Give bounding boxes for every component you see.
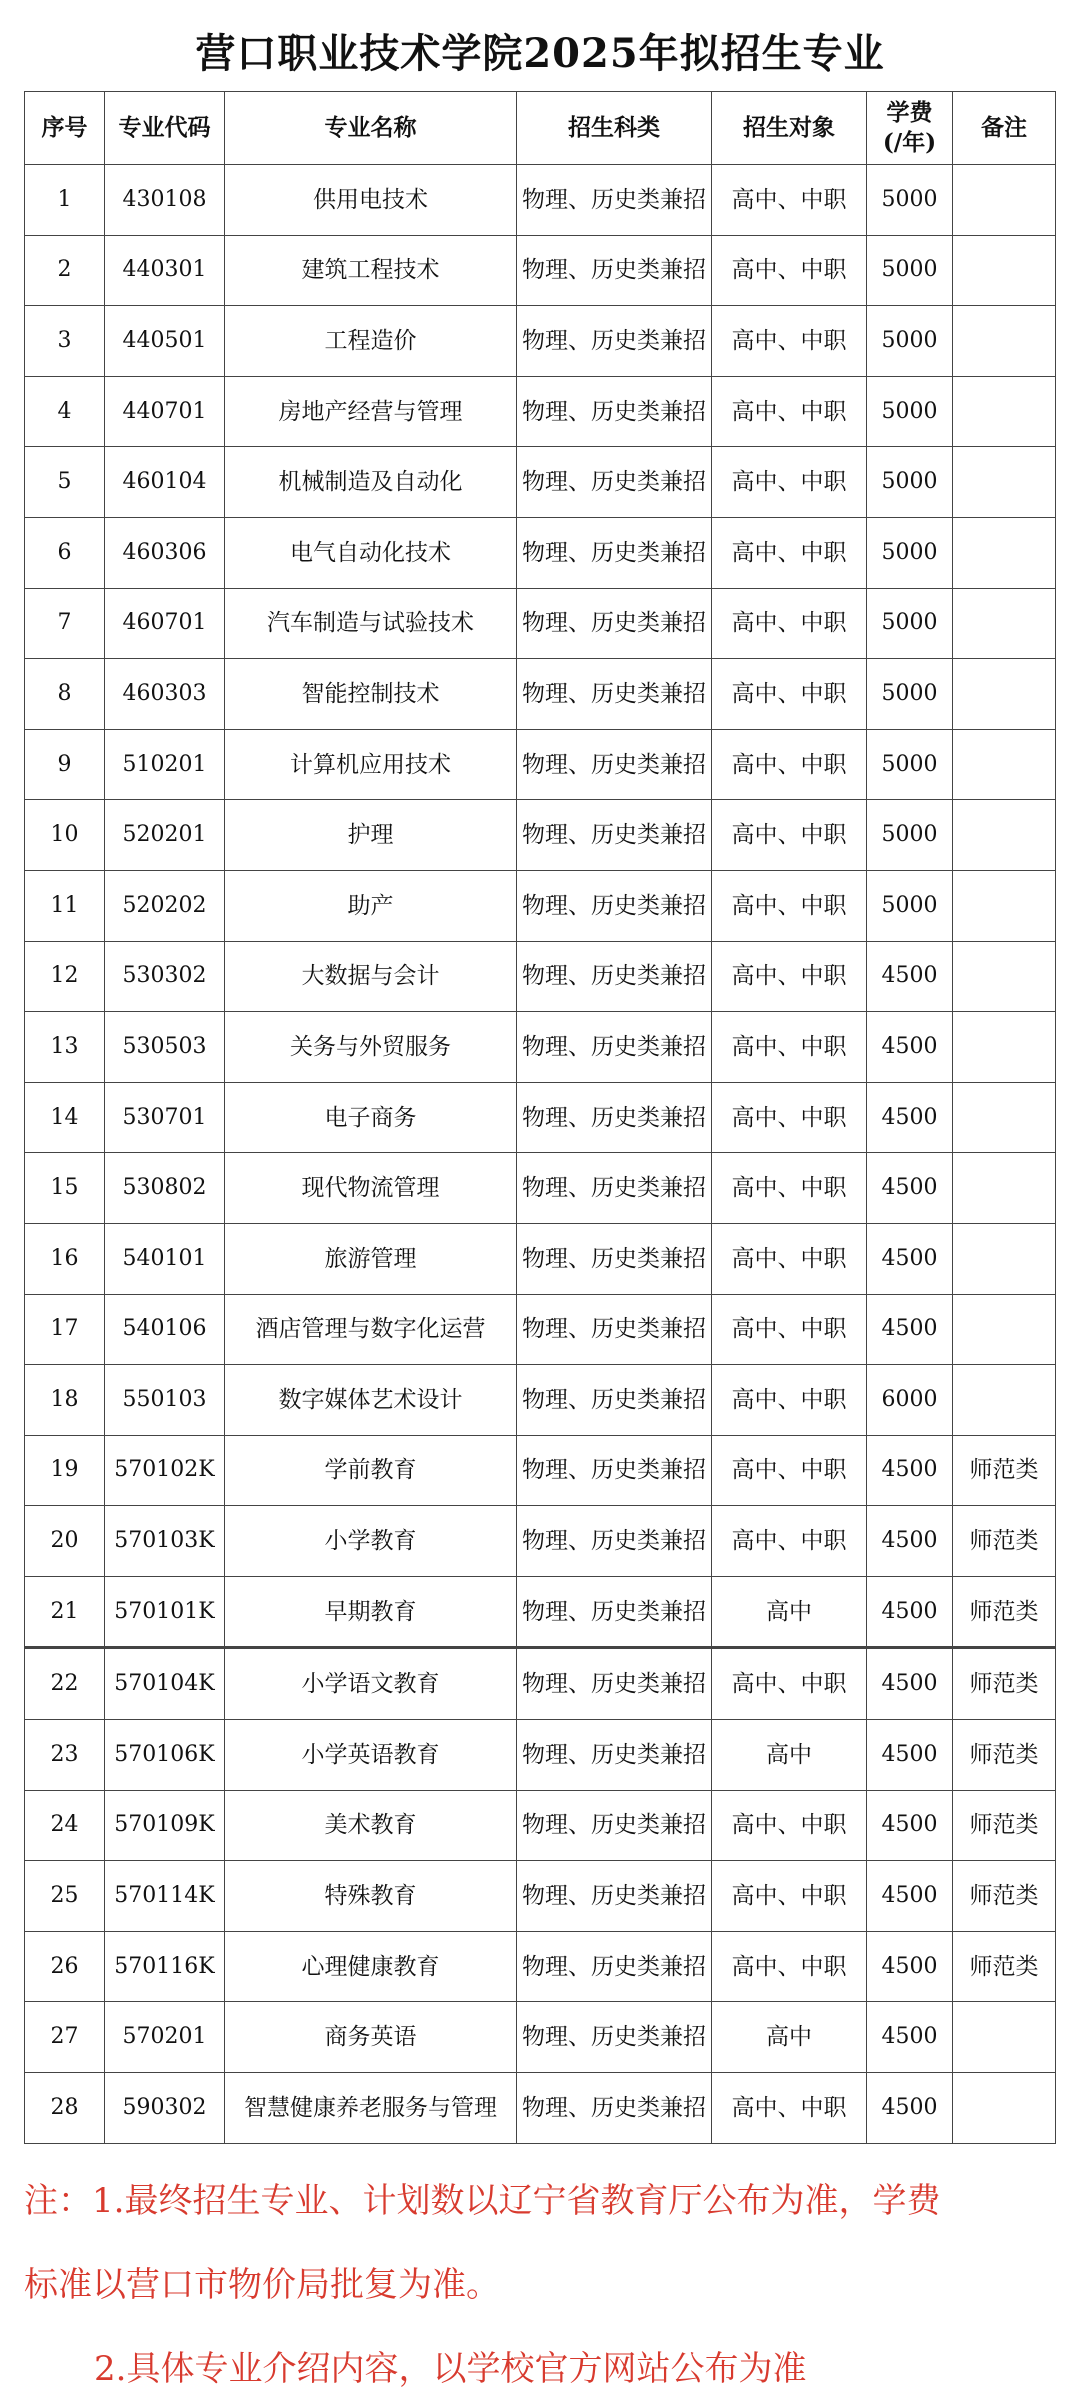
cell-target: 高中、中职 bbox=[712, 517, 867, 588]
cell-name: 心理健康教育 bbox=[225, 1931, 517, 2002]
cell-target: 高中 bbox=[712, 1720, 867, 1791]
cell-note bbox=[953, 2073, 1056, 2144]
cell-fee: 4500 bbox=[867, 941, 953, 1012]
cell-name: 助产 bbox=[225, 870, 517, 941]
cell-target: 高中、中职 bbox=[712, 2073, 867, 2144]
cell-fee: 4500 bbox=[867, 1435, 953, 1506]
cell-subject: 物理、历史类兼招 bbox=[517, 1931, 712, 2002]
header-fee-line1: 学费 bbox=[886, 99, 933, 126]
cell-name: 建筑工程技术 bbox=[225, 235, 517, 306]
cell-code: 540106 bbox=[105, 1294, 225, 1365]
cell-subject: 物理、历史类兼招 bbox=[517, 1294, 712, 1365]
table-row bbox=[25, 165, 1056, 236]
table-row bbox=[25, 1931, 1056, 2002]
cell-note bbox=[953, 588, 1056, 659]
cell-code: 430108 bbox=[105, 165, 225, 236]
cell-name: 工程造价 bbox=[225, 306, 517, 377]
cell-note bbox=[953, 1082, 1056, 1153]
header-target: 招生对象 bbox=[712, 92, 867, 165]
cell-note bbox=[953, 235, 1056, 306]
cell-code: 540101 bbox=[105, 1223, 225, 1294]
header-fee-line2: (/年) bbox=[882, 129, 937, 156]
table-row bbox=[25, 588, 1056, 659]
cell-code: 460303 bbox=[105, 659, 225, 730]
cell-fee: 4500 bbox=[867, 1861, 953, 1932]
table-body bbox=[25, 165, 1056, 2144]
cell-note bbox=[953, 1223, 1056, 1294]
table-row bbox=[25, 1082, 1056, 1153]
cell-no: 28 bbox=[25, 2073, 105, 2144]
cell-target: 高中、中职 bbox=[712, 1648, 867, 1720]
cell-name: 房地产经营与管理 bbox=[225, 376, 517, 447]
cell-subject: 物理、历史类兼招 bbox=[517, 1506, 712, 1577]
cell-name: 旅游管理 bbox=[225, 1223, 517, 1294]
table-row bbox=[25, 659, 1056, 730]
cell-subject: 物理、历史类兼招 bbox=[517, 165, 712, 236]
cell-fee: 4500 bbox=[867, 1294, 953, 1365]
majors-table-container bbox=[24, 91, 1056, 2144]
cell-target: 高中、中职 bbox=[712, 1365, 867, 1436]
cell-subject: 物理、历史类兼招 bbox=[517, 1790, 712, 1861]
cell-fee: 5000 bbox=[867, 517, 953, 588]
cell-target: 高中、中职 bbox=[712, 1861, 867, 1932]
cell-target: 高中、中职 bbox=[712, 800, 867, 871]
cell-fee: 4500 bbox=[867, 1153, 953, 1224]
cell-name: 护理 bbox=[225, 800, 517, 871]
cell-code: 440701 bbox=[105, 376, 225, 447]
cell-no: 8 bbox=[25, 659, 105, 730]
cell-no: 4 bbox=[25, 376, 105, 447]
cell-subject: 物理、历史类兼招 bbox=[517, 659, 712, 730]
cell-target: 高中、中职 bbox=[712, 659, 867, 730]
cell-note bbox=[953, 2002, 1056, 2073]
cell-name: 数字媒体艺术设计 bbox=[225, 1365, 517, 1436]
cell-fee: 5000 bbox=[867, 588, 953, 659]
table-row bbox=[25, 729, 1056, 800]
table-row bbox=[25, 376, 1056, 447]
cell-target: 高中、中职 bbox=[712, 165, 867, 236]
cell-name: 小学英语教育 bbox=[225, 1720, 517, 1791]
cell-name: 机械制造及自动化 bbox=[225, 447, 517, 518]
cell-no: 15 bbox=[25, 1153, 105, 1224]
header-name: 专业名称 bbox=[225, 92, 517, 165]
cell-note bbox=[953, 1153, 1056, 1224]
cell-no: 26 bbox=[25, 1931, 105, 2002]
cell-note bbox=[953, 659, 1056, 730]
cell-no: 10 bbox=[25, 800, 105, 871]
cell-fee: 6000 bbox=[867, 1365, 953, 1436]
table-row bbox=[25, 1223, 1056, 1294]
cell-name: 关务与外贸服务 bbox=[225, 1012, 517, 1083]
cell-code: 520202 bbox=[105, 870, 225, 941]
cell-no: 11 bbox=[25, 870, 105, 941]
cell-no: 23 bbox=[25, 1720, 105, 1791]
cell-fee: 4500 bbox=[867, 1648, 953, 1720]
cell-no: 18 bbox=[25, 1365, 105, 1436]
cell-note bbox=[953, 1365, 1056, 1436]
cell-fee: 5000 bbox=[867, 659, 953, 730]
cell-fee: 5000 bbox=[867, 165, 953, 236]
cell-fee: 5000 bbox=[867, 800, 953, 871]
note-line-1: 注：1.最终招生专业、计划数以辽宁省教育厅公布为准，学费 bbox=[24, 2181, 941, 2221]
cell-no: 19 bbox=[25, 1435, 105, 1506]
cell-name: 计算机应用技术 bbox=[225, 729, 517, 800]
cell-fee: 5000 bbox=[867, 376, 953, 447]
header-note: 备注 bbox=[953, 92, 1056, 165]
cell-no: 14 bbox=[25, 1082, 105, 1153]
cell-target: 高中、中职 bbox=[712, 1294, 867, 1365]
cell-code: 570102K bbox=[105, 1435, 225, 1506]
cell-fee: 5000 bbox=[867, 870, 953, 941]
cell-subject: 物理、历史类兼招 bbox=[517, 447, 712, 518]
note-line-2: 标准以营口市物价局批复为准。 bbox=[24, 2265, 500, 2305]
cell-target: 高中 bbox=[712, 1576, 867, 1648]
table-row bbox=[25, 1435, 1056, 1506]
cell-subject: 物理、历史类兼招 bbox=[517, 2002, 712, 2073]
cell-note bbox=[953, 800, 1056, 871]
cell-no: 17 bbox=[25, 1294, 105, 1365]
cell-name: 电子商务 bbox=[225, 1082, 517, 1153]
table-row bbox=[25, 1648, 1056, 1720]
cell-name: 小学语文教育 bbox=[225, 1648, 517, 1720]
cell-fee: 4500 bbox=[867, 1576, 953, 1648]
table-row bbox=[25, 800, 1056, 871]
cell-code: 530701 bbox=[105, 1082, 225, 1153]
cell-code: 550103 bbox=[105, 1365, 225, 1436]
cell-code: 510201 bbox=[105, 729, 225, 800]
cell-note: 师范类 bbox=[953, 1506, 1056, 1577]
cell-code: 440501 bbox=[105, 306, 225, 377]
cell-fee: 4500 bbox=[867, 1720, 953, 1791]
cell-no: 21 bbox=[25, 1576, 105, 1648]
cell-code: 570109K bbox=[105, 1790, 225, 1861]
cell-target: 高中、中职 bbox=[712, 1153, 867, 1224]
cell-no: 24 bbox=[25, 1790, 105, 1861]
table-row bbox=[25, 1861, 1056, 1932]
cell-subject: 物理、历史类兼招 bbox=[517, 2073, 712, 2144]
cell-subject: 物理、历史类兼招 bbox=[517, 306, 712, 377]
cell-code: 570114K bbox=[105, 1861, 225, 1932]
cell-name: 汽车制造与试验技术 bbox=[225, 588, 517, 659]
table-row bbox=[25, 1790, 1056, 1861]
cell-code: 520201 bbox=[105, 800, 225, 871]
cell-fee: 4500 bbox=[867, 1506, 953, 1577]
cell-no: 16 bbox=[25, 1223, 105, 1294]
cell-subject: 物理、历史类兼招 bbox=[517, 1435, 712, 1506]
cell-code: 530503 bbox=[105, 1012, 225, 1083]
cell-fee: 4500 bbox=[867, 1012, 953, 1083]
cell-code: 530802 bbox=[105, 1153, 225, 1224]
cell-no: 3 bbox=[25, 306, 105, 377]
cell-code: 570201 bbox=[105, 2002, 225, 2073]
cell-note bbox=[953, 1294, 1056, 1365]
cell-target: 高中、中职 bbox=[712, 235, 867, 306]
header-code: 专业代码 bbox=[105, 92, 225, 165]
cell-no: 6 bbox=[25, 517, 105, 588]
table-row bbox=[25, 1365, 1056, 1436]
cell-target: 高中、中职 bbox=[712, 376, 867, 447]
cell-note: 师范类 bbox=[953, 1720, 1056, 1791]
cell-name: 美术教育 bbox=[225, 1790, 517, 1861]
cell-fee: 4500 bbox=[867, 2073, 953, 2144]
cell-fee: 4500 bbox=[867, 1790, 953, 1861]
cell-note bbox=[953, 941, 1056, 1012]
table-header-row bbox=[25, 92, 1056, 165]
cell-note bbox=[953, 306, 1056, 377]
cell-target: 高中、中职 bbox=[712, 1435, 867, 1506]
table-row bbox=[25, 517, 1056, 588]
cell-target: 高中、中职 bbox=[712, 306, 867, 377]
cell-fee: 5000 bbox=[867, 235, 953, 306]
cell-target: 高中、中职 bbox=[712, 729, 867, 800]
cell-code: 570101K bbox=[105, 1576, 225, 1648]
cell-fee: 5000 bbox=[867, 729, 953, 800]
cell-no: 5 bbox=[25, 447, 105, 518]
cell-code: 570116K bbox=[105, 1931, 225, 2002]
cell-note: 师范类 bbox=[953, 1861, 1056, 1932]
cell-no: 2 bbox=[25, 235, 105, 306]
cell-target: 高中、中职 bbox=[712, 1082, 867, 1153]
cell-target: 高中、中职 bbox=[712, 1012, 867, 1083]
cell-subject: 物理、历史类兼招 bbox=[517, 376, 712, 447]
cell-target: 高中、中职 bbox=[712, 1931, 867, 2002]
cell-name: 学前教育 bbox=[225, 1435, 517, 1506]
cell-no: 27 bbox=[25, 2002, 105, 2073]
header-fee bbox=[867, 92, 953, 165]
cell-name: 酒店管理与数字化运营 bbox=[225, 1294, 517, 1365]
cell-name: 电气自动化技术 bbox=[225, 517, 517, 588]
cell-subject: 物理、历史类兼招 bbox=[517, 1720, 712, 1791]
cell-note bbox=[953, 376, 1056, 447]
cell-fee: 5000 bbox=[867, 306, 953, 377]
cell-no: 1 bbox=[25, 165, 105, 236]
cell-subject: 物理、历史类兼招 bbox=[517, 941, 712, 1012]
cell-fee: 5000 bbox=[867, 447, 953, 518]
cell-no: 9 bbox=[25, 729, 105, 800]
cell-subject: 物理、历史类兼招 bbox=[517, 1223, 712, 1294]
page-title: 营口职业技术学院2025年拟招生专业 bbox=[195, 30, 885, 77]
cell-subject: 物理、历史类兼招 bbox=[517, 870, 712, 941]
cell-code: 460104 bbox=[105, 447, 225, 518]
cell-name: 供用电技术 bbox=[225, 165, 517, 236]
cell-note bbox=[953, 1012, 1056, 1083]
cell-note: 师范类 bbox=[953, 1790, 1056, 1861]
cell-subject: 物理、历史类兼招 bbox=[517, 1153, 712, 1224]
cell-name: 现代物流管理 bbox=[225, 1153, 517, 1224]
cell-target: 高中、中职 bbox=[712, 870, 867, 941]
cell-note bbox=[953, 447, 1056, 518]
cell-target: 高中、中职 bbox=[712, 588, 867, 659]
cell-name: 商务英语 bbox=[225, 2002, 517, 2073]
cell-subject: 物理、历史类兼招 bbox=[517, 1861, 712, 1932]
header-subject: 招生科类 bbox=[517, 92, 712, 165]
cell-note bbox=[953, 729, 1056, 800]
cell-note: 师范类 bbox=[953, 1648, 1056, 1720]
cell-subject: 物理、历史类兼招 bbox=[517, 1365, 712, 1436]
table-row bbox=[25, 2002, 1056, 2073]
cell-code: 590302 bbox=[105, 2073, 225, 2144]
cell-subject: 物理、历史类兼招 bbox=[517, 235, 712, 306]
table-row bbox=[25, 235, 1056, 306]
cell-subject: 物理、历史类兼招 bbox=[517, 800, 712, 871]
cell-code: 570106K bbox=[105, 1720, 225, 1791]
cell-subject: 物理、历史类兼招 bbox=[517, 588, 712, 659]
table-row bbox=[25, 447, 1056, 518]
cell-target: 高中、中职 bbox=[712, 1223, 867, 1294]
cell-name: 智慧健康养老服务与管理 bbox=[225, 2073, 517, 2144]
table-row bbox=[25, 1720, 1056, 1791]
cell-code: 570103K bbox=[105, 1506, 225, 1577]
cell-no: 12 bbox=[25, 941, 105, 1012]
table-row bbox=[25, 870, 1056, 941]
cell-no: 7 bbox=[25, 588, 105, 659]
cell-subject: 物理、历史类兼招 bbox=[517, 1082, 712, 1153]
cell-fee: 4500 bbox=[867, 1223, 953, 1294]
cell-note: 师范类 bbox=[953, 1435, 1056, 1506]
cell-name: 智能控制技术 bbox=[225, 659, 517, 730]
cell-target: 高中、中职 bbox=[712, 941, 867, 1012]
cell-code: 440301 bbox=[105, 235, 225, 306]
cell-no: 25 bbox=[25, 1861, 105, 1932]
cell-fee: 4500 bbox=[867, 2002, 953, 2073]
header-no: 序号 bbox=[25, 92, 105, 165]
cell-name: 早期教育 bbox=[225, 1576, 517, 1648]
table-row bbox=[25, 2073, 1056, 2144]
cell-note: 师范类 bbox=[953, 1931, 1056, 2002]
cell-subject: 物理、历史类兼招 bbox=[517, 517, 712, 588]
cell-note: 师范类 bbox=[953, 1576, 1056, 1648]
cell-subject: 物理、历史类兼招 bbox=[517, 729, 712, 800]
table-row bbox=[25, 1012, 1056, 1083]
cell-code: 530302 bbox=[105, 941, 225, 1012]
cell-no: 20 bbox=[25, 1506, 105, 1577]
table-row bbox=[25, 1294, 1056, 1365]
note-line-3: 2.具体专业介绍内容，以学校官方网站公布为准 bbox=[94, 2349, 807, 2389]
cell-note bbox=[953, 517, 1056, 588]
table-row bbox=[25, 1506, 1056, 1577]
cell-fee: 4500 bbox=[867, 1931, 953, 2002]
cell-code: 570104K bbox=[105, 1648, 225, 1720]
cell-code: 460701 bbox=[105, 588, 225, 659]
cell-name: 大数据与会计 bbox=[225, 941, 517, 1012]
cell-no: 22 bbox=[25, 1648, 105, 1720]
table-row bbox=[25, 941, 1056, 1012]
cell-subject: 物理、历史类兼招 bbox=[517, 1576, 712, 1648]
cell-note bbox=[953, 165, 1056, 236]
majors-table bbox=[24, 91, 1056, 2144]
cell-subject: 物理、历史类兼招 bbox=[517, 1012, 712, 1083]
cell-target: 高中、中职 bbox=[712, 447, 867, 518]
cell-no: 13 bbox=[25, 1012, 105, 1083]
cell-target: 高中、中职 bbox=[712, 1790, 867, 1861]
cell-note bbox=[953, 870, 1056, 941]
table-row bbox=[25, 1576, 1056, 1648]
cell-target: 高中 bbox=[712, 2002, 867, 2073]
table-row bbox=[25, 1153, 1056, 1224]
cell-name: 小学教育 bbox=[225, 1506, 517, 1577]
table-row bbox=[25, 306, 1056, 377]
cell-target: 高中、中职 bbox=[712, 1506, 867, 1577]
cell-name: 特殊教育 bbox=[225, 1861, 517, 1932]
cell-subject: 物理、历史类兼招 bbox=[517, 1648, 712, 1720]
cell-fee: 4500 bbox=[867, 1082, 953, 1153]
cell-code: 460306 bbox=[105, 517, 225, 588]
